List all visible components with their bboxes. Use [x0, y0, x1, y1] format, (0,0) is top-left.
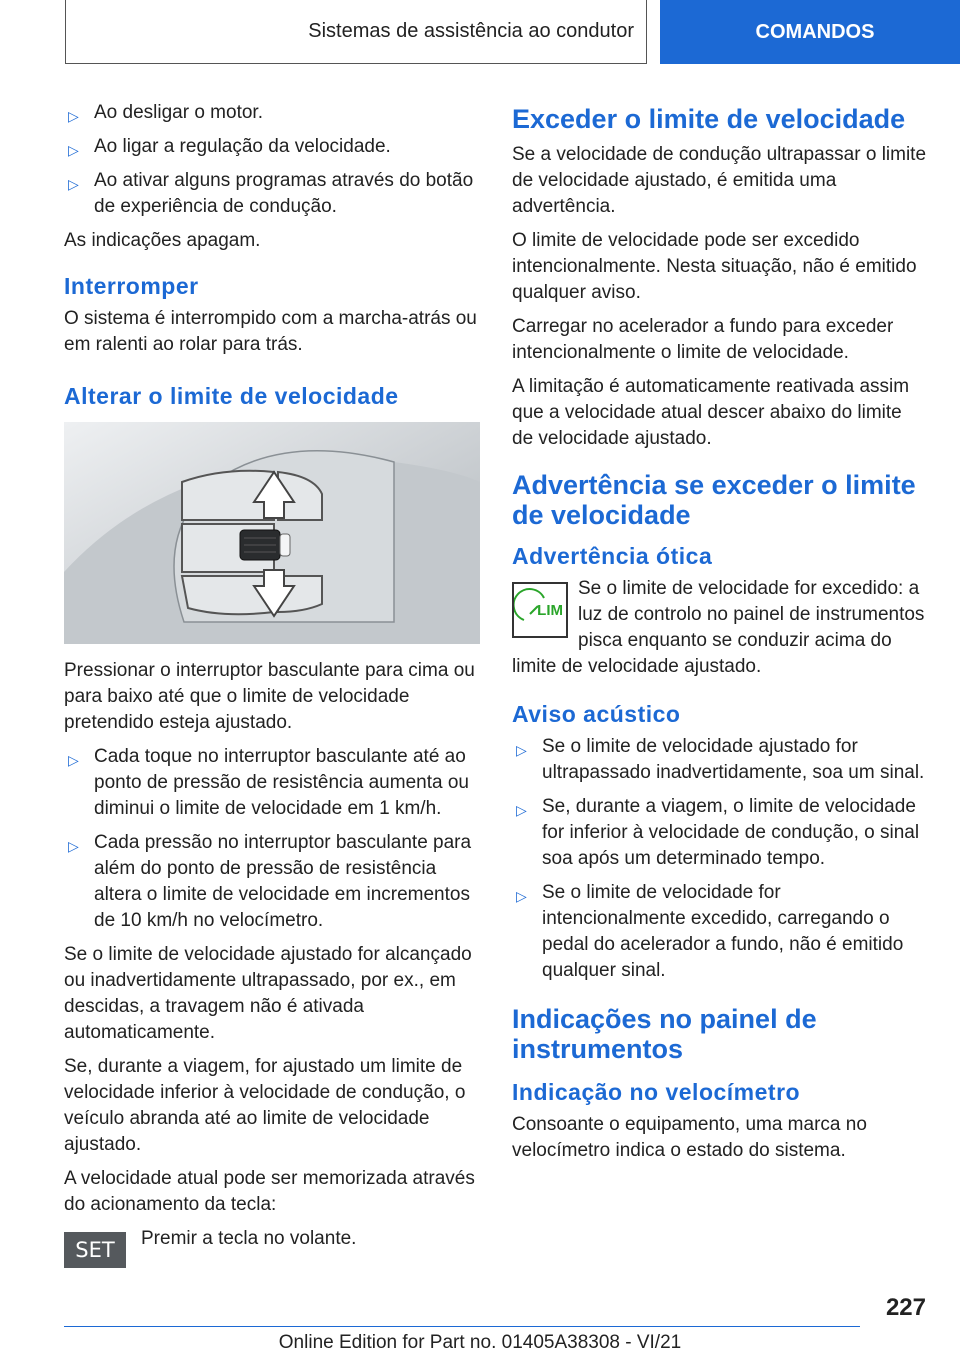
- heading-aviso-acustico: Aviso acústico: [512, 701, 681, 727]
- edition-text: Online Edition for Part no. 01405A38308 - VI/21: [278, 1332, 682, 1353]
- heading-velocimetro: Indicação no velocímetro: [512, 1079, 801, 1105]
- triangle-bullet-icon: ▷: [516, 742, 527, 758]
- triangle-bullet-icon: ▷: [68, 108, 79, 124]
- speed-limit-lim-icon: LIM: [512, 582, 568, 638]
- heading-indicacoes: Indicações no painel de instrumentos: [512, 1004, 817, 1064]
- heading-interromper: Interromper: [64, 273, 199, 299]
- paragraph: Carregar no acelerador a fundo para exceder intencionalmente o limite de velocidade.: [512, 316, 894, 363]
- paragraph: Consoante o equipamento, uma marca no velocímetro indica o estado do sistema.: [512, 1114, 867, 1161]
- list-item: ▷ Se o limite de velocidade for intencionalmente excedido, carregando o pedal do acelerador a fundo, não é emitido qualquer sinal.: [516, 882, 904, 981]
- steering-wheel-rocker-switch-image: [64, 422, 480, 644]
- triangle-bullet-icon: ▷: [516, 802, 527, 818]
- paragraph: Se o limite de velocidade for excedido: a luz de controlo no painel de instrumentos pisca enquanto se conduzir acima do limite de velocidade ajustado.: [512, 578, 925, 677]
- chapter-tab[interactable]: COMANDOS: [660, 0, 960, 64]
- list-item: ▷ Se, durante a viagem, o limite de velocidade for inferior à velocidade de condução, o sinal soa após um determinado tempo.: [516, 796, 920, 869]
- section-title: Sistemas de assistência ao condutor: [65, 0, 647, 64]
- page-header: [0, 0, 960, 66]
- paragraph: Premir a tecla no volante.: [141, 1228, 357, 1249]
- triangle-bullet-icon: ▷: [68, 838, 79, 854]
- triangle-bullet-icon: ▷: [68, 752, 79, 768]
- paragraph: A limitação é automaticamente reativada assim que a velocidade atual descer abaixo do limite de velocidade ajustado.: [512, 376, 910, 449]
- heading-alterar-limite: Alterar o limite de velocidade: [64, 383, 399, 409]
- footer-divider: [64, 1326, 860, 1327]
- set-key-row: [64, 1226, 480, 1286]
- triangle-bullet-icon: ▷: [68, 176, 79, 192]
- triangle-bullet-icon: ▷: [68, 142, 79, 158]
- list-item: ▷ Ao ativar alguns programas através do botão de experiência de condução.: [68, 170, 474, 217]
- paragraph: Pressionar o interruptor basculante para cima ou para baixo até que o limite de velocidade pretendido esteja ajustado.: [64, 660, 475, 733]
- lim-warning-paragraph: [512, 576, 928, 680]
- set-button-icon: SET: [64, 1232, 126, 1268]
- paragraph: O sistema é interrompido com a marcha-atrás ou em ralenti ao rolar para trás.: [64, 308, 477, 355]
- right-column: [512, 100, 928, 1172]
- left-column: [64, 100, 480, 1286]
- list-item: ▷ Ao desligar o motor.: [64, 100, 480, 126]
- paragraph: Se o limite de velocidade ajustado for alcançado ou inadvertidamente ultrapassado, por ex., em descidas, a travagem não é ativada automaticamente.: [64, 944, 472, 1043]
- paragraph: As indicações apagam.: [64, 230, 261, 251]
- list-item: ▷ Cada pressão no interruptor basculante para além do ponto de pressão de resistência altera o limite de velocidade em incrementos de 10 km/h no velocímetro.: [68, 832, 472, 931]
- rocker-switch-illustration: [64, 422, 480, 644]
- list-item: ▷ Se o limite de velocidade ajustado for ultrapassado inadvertidamente, soa um sinal.: [516, 736, 925, 783]
- paragraph: O limite de velocidade pode ser excedido intencionalmente. Nesta situação, não é emitido qualquer aviso.: [512, 230, 917, 303]
- heading-exceder-limite: Exceder o limite de velocidade: [512, 104, 906, 134]
- page-footer: [0, 1280, 960, 1362]
- paragraph: Se, durante a viagem, for ajustado um limite de velocidade inferior à velocidade de condução, o veículo abranda até ao limite de velocidade ajustado.: [64, 1056, 466, 1155]
- paragraph: A velocidade atual pode ser memorizada através do acionamento da tecla:: [64, 1168, 475, 1215]
- page-number: 227: [885, 1294, 926, 1321]
- heading-advertencia: Advertência se exceder o limite de velocidade: [512, 470, 916, 530]
- list-item: ▷ Ao ligar a regulação da velocidade.: [64, 134, 480, 160]
- paragraph: Se a velocidade de condução ultrapassar o limite de velocidade ajustado, é emitida uma advertência.: [512, 144, 927, 217]
- list-item: ▷ Cada toque no interruptor basculante até ao ponto de pressão de resistência aumenta ou diminui o limite de velocidade em 1 km/h.: [68, 746, 469, 819]
- triangle-bullet-icon: ▷: [516, 888, 527, 904]
- heading-advertencia-otica: Advertência ótica: [512, 543, 713, 569]
